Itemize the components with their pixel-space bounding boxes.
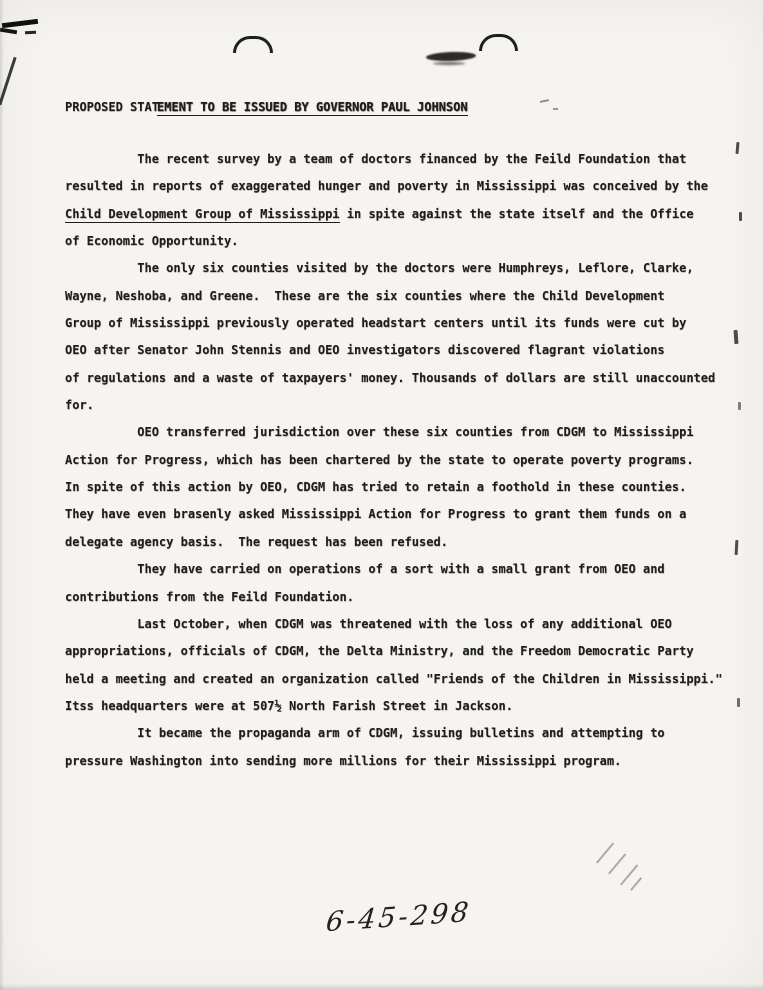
- title-overtyped-underlined-part: EMENT TO BE ISSUED BY GOVERNOR PAUL JOHNSON: [156, 100, 468, 114]
- text-line: delegate agency basis. The request has been refused.: [65, 534, 448, 549]
- pencil-hatch-mark: [596, 842, 614, 863]
- text-line: contributions from the Feild Foundation.: [65, 589, 354, 604]
- text-line: The only six counties visited by the doctors were Humphreys, Leflore, Clarke,: [65, 261, 694, 276]
- pencil-hatch-mark: [608, 853, 626, 874]
- pencil-hatch-mark: [630, 877, 642, 890]
- text-line: Wayne, Neshoba, and Greene. These are the six counties where the Child Development: [65, 288, 665, 303]
- title-first-part: PROPOSED STAT: [65, 100, 159, 114]
- text-line: resulted in reports of exaggerated hunger and poverty in Mississippi was conceived by the: [65, 179, 708, 194]
- binder-ring-mark-left: [233, 36, 273, 53]
- text-line: pressure Washington into sending more millions for their Mississippi program.: [65, 753, 622, 768]
- paragraph: [65, 419, 745, 556]
- text-line: It became the propaganda arm of CDGM, issuing bulletins and attempting to: [65, 726, 665, 741]
- paragraph: [65, 556, 745, 611]
- text-line: Group of Mississippi previously operated headstart centers until its funds were cut by: [65, 316, 687, 331]
- binder-ring-mark-right: [479, 34, 518, 51]
- text-line: OEO transferred jurisdiction over these six counties from CDGM to Mississippi: [65, 425, 694, 440]
- text-line: Last October, when CDGM was threatened with the loss of any additional OEO: [65, 616, 672, 631]
- text-line: held a meeting and created an organization called "Friends of the Children in Mississippi.": [65, 671, 723, 686]
- document-title: [65, 100, 468, 114]
- pencil-mark: [540, 99, 549, 103]
- text-line: They have even brasenly asked Mississippi Action for Progress to grant them funds on a: [65, 507, 687, 522]
- paragraph: [65, 611, 745, 720]
- text-segment: in spite against the state itself and the Office: [339, 206, 694, 221]
- text-line: for.: [65, 398, 94, 413]
- document-body: [65, 146, 745, 775]
- text-line: OEO after Senator John Stennis and OEO investigators discovered flagrant violations: [65, 343, 665, 358]
- text-line: Itss headquarters were at 507½ North Farish Street in Jackson.: [65, 698, 513, 713]
- text-line: [65, 201, 745, 228]
- corner-ink-scribble: [2, 19, 38, 28]
- corner-slash-mark: [0, 57, 16, 105]
- paragraph: [65, 720, 745, 775]
- ink-smudge: [426, 51, 476, 62]
- text-line: of Economic Opportunity.: [65, 234, 239, 249]
- handwritten-reference-number: 6-45-298: [324, 896, 473, 939]
- text-line: appropriations, officials of CDGM, the Delta Ministry, and the Freedom Democratic Party: [65, 644, 694, 659]
- underlined-text: Child Development Group of Mississippi: [65, 206, 340, 221]
- paragraph: [65, 146, 745, 255]
- text-line: They have carried on operations of a sort with a small grant from OEO and: [65, 562, 665, 577]
- text-line: The recent survey by a team of doctors financed by the Feild Foundation that: [65, 152, 687, 166]
- paragraph: [65, 255, 745, 419]
- corner-ink-scribble: [25, 31, 36, 35]
- scan-edge-shadow: [0, 984, 763, 990]
- ink-smudge: [433, 62, 465, 65]
- corner-ink-scribble: [0, 28, 17, 35]
- pencil-mark: [553, 108, 558, 110]
- text-line: of regulations and a waste of taxpayers' money. Thousands of dollars are still unaccounted: [65, 370, 716, 385]
- scan-edge-shadow: [0, 0, 4, 990]
- text-line: In spite of this action by OEO, CDGM has tried to retain a foothold in these counties.: [65, 480, 687, 495]
- text-line: Action for Progress, which has been chartered by the state to operate poverty programs.: [65, 452, 694, 467]
- pencil-hatch-mark: [620, 864, 638, 885]
